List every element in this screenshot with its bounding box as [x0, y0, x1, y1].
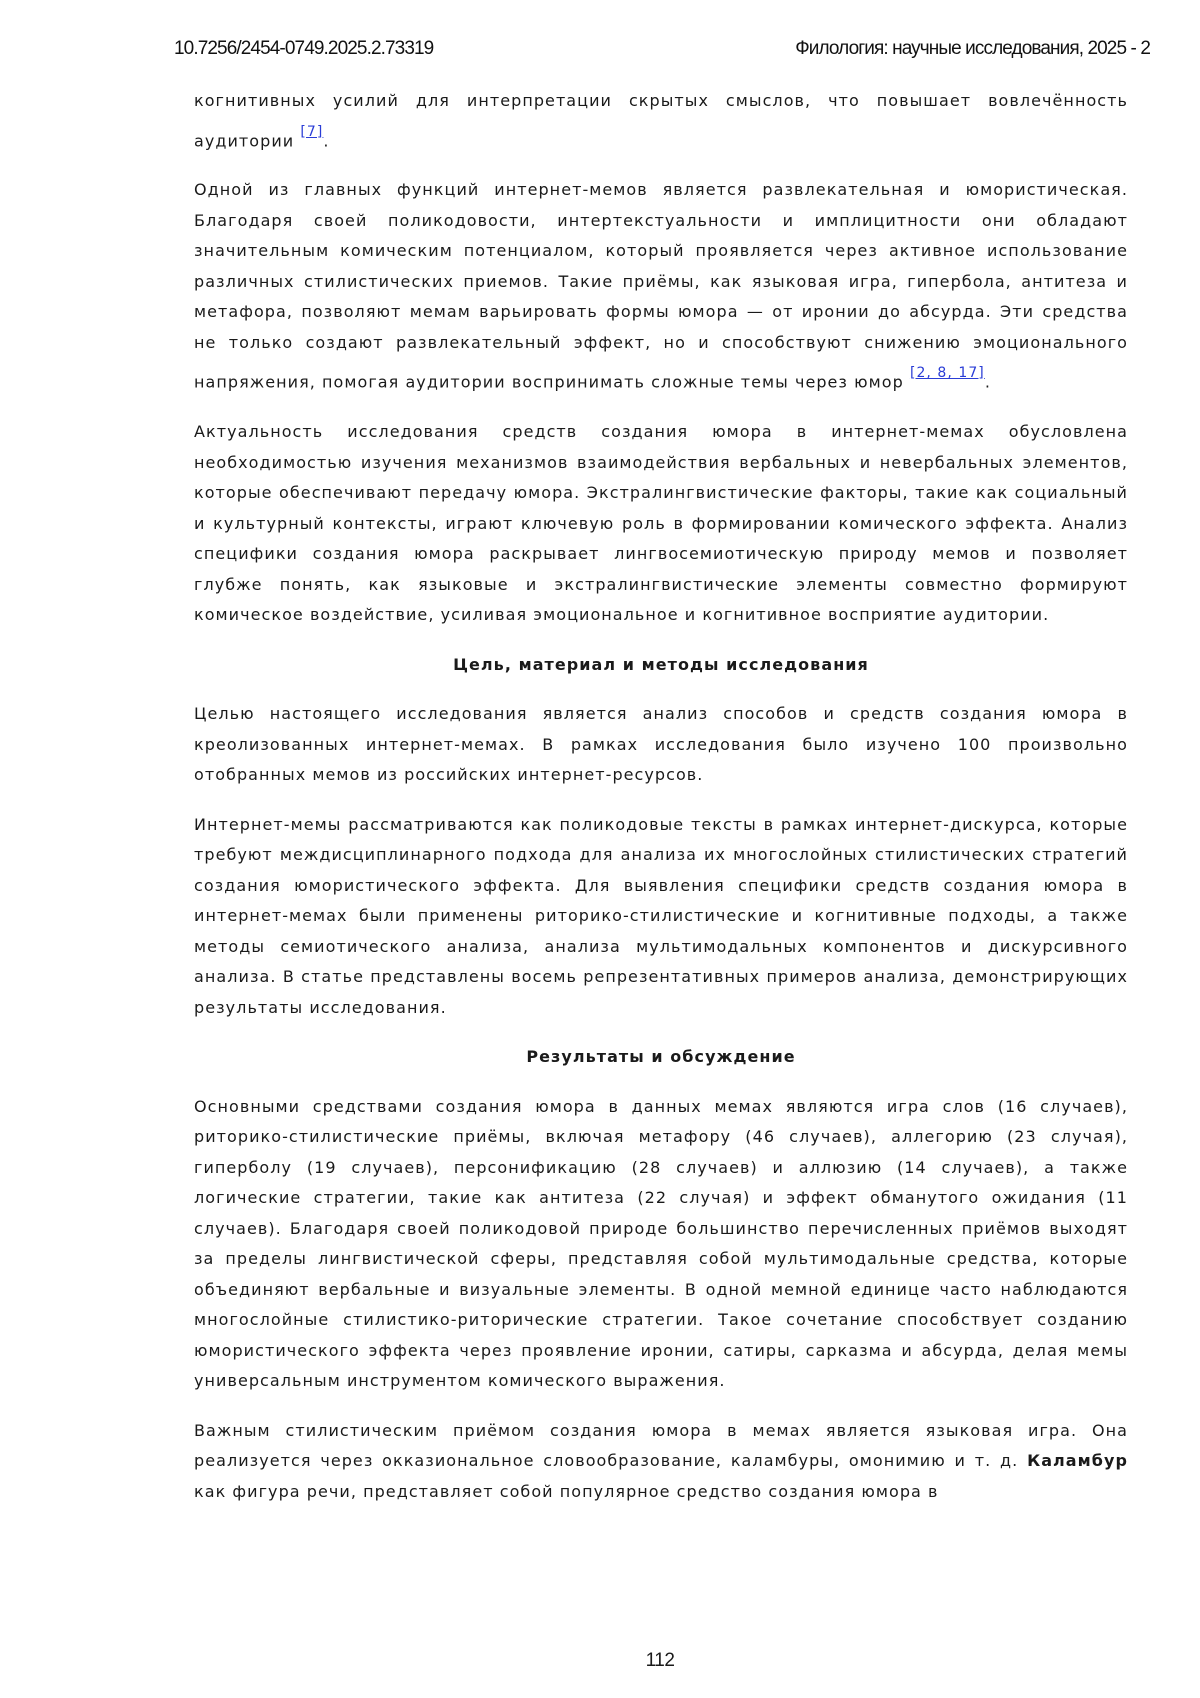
paragraph	[194, 1416, 1128, 1508]
paragraph: Актуальность исследования средств создания юмора в интернет-мемах обусловлена необходимостью изучения механизмов взаимодействия вербальных и невербальных элементов, которые обеспечивают передачу юмора. Экстралингвистические факторы, такие как социальный и культурный контексты, играют ключевую роль в формировании комического эффекта. Анализ специфики создания юмора раскрывает лингвосемиотическую природу мемов и позволяет глубже понять, как языковые и экстралингвистические элементы совместно формируют комическое воздействие, усиливая эмоциональное и когнитивное восприятие аудитории.	[194, 422, 1128, 625]
doi-header: 10.7256/2454-0749.2025.2.73319	[174, 38, 434, 59]
citation-link[interactable]: [2, 8, 17]	[909, 365, 985, 382]
paragraph-text: Важным стилистическим приёмом создания юмора в мемах является языковая игра. Она реализуется через окказиональное словообразование, каламбуры, омонимию и т. д.	[194, 1420, 1128, 1471]
paragraph: Основными средствами создания юмора в данных мемах являются игра слов (16 случаев), риторико-стилистические приёмы, включая метафору (46 случаев), аллегорию (23 случая), гиперболу (19 случаев), персонификацию (28 случаев) и аллюзию (14 случаев), а также логические стратегии, такие как антитеза (22 случая) и эффект обманутого ожидания (11 случаев). Благодаря своей поликодовой природе большинство перечисленных приёмов выходят за пределы лингвистической сферы, представляя собой мультимодальные средства, которые объединяют вербальные и визуальные элементы. В одной мемной единице часто наблюдаются многослойные стилистико-риторические стратегии. Такое сочетание способствует созданию юмористического эффекта через проявление иронии, сатиры, сарказма и абсурда, делая мемы универсальным инструментом комического выражения.	[194, 1096, 1128, 1391]
bold-term: Каламбур	[1027, 1451, 1128, 1471]
paragraph-text: когнитивных усилий для интерпретации скрытых смыслов, что повышает вовлечённость аудитории	[194, 91, 1128, 150]
paragraph-text: Одной из главных функций интернет-мемов является развлекательная и юмористическая. Благодаря своей поликодовости, интертекстуальности и имплицитности они обладают значительным комическим потенциалом, который проявляется через активное использование различных стилистических приемов. Такие приёмы, как языковая игра, гипербола, антитеза и метафора, позволяют мемам варьировать формы юмора — от иронии до абсурда. Эти средства не только создают развлекательный эффект, но и способствуют снижению эмоционального напряжения, помогая аудитории воспринимать сложные темы через юмор	[194, 180, 1128, 392]
paragraph-text: как фигура речи, представляет собой популярное средство создания юмора в	[194, 1481, 939, 1501]
punct: .	[984, 372, 991, 392]
page-number: 112	[645, 1650, 675, 1671]
paragraph	[194, 175, 1128, 398]
paragraph: Интернет-мемы рассматриваются как поликодовые тексты в рамках интернет-дискурса, которые требуют междисциплинарного подхода для анализа их многослойных стилистических стратегий создания юмористического эффекта. Для выявления специфики средств создания юмора в интернет-мемах были применены риторико-стилистические и когнитивные подходы, а также методы семиотического анализа, анализа мультимодальных компонентов и дискурсивного анализа. В статье представлены восемь репрезентативных примеров анализа, демонстрирующих результаты исследования.	[194, 814, 1128, 1017]
section-heading: Результаты и обсуждение	[526, 1047, 796, 1067]
punct: .	[323, 130, 330, 150]
section-heading: Цель, материал и методы исследования	[453, 654, 869, 674]
citation-link[interactable]: [7]	[300, 123, 324, 140]
paragraph: Целью настоящего исследования является анализ способов и средств создания юмора в креолизованных интернет-мемах. В рамках исследования было изучено 100 произвольно отобранных мемов из российских интернет-ресурсов.	[194, 704, 1128, 785]
paragraph	[194, 86, 1128, 156]
journal-header: Филология: научные исследования, 2025 - 2	[795, 38, 1150, 59]
article-body	[194, 86, 1128, 1526]
